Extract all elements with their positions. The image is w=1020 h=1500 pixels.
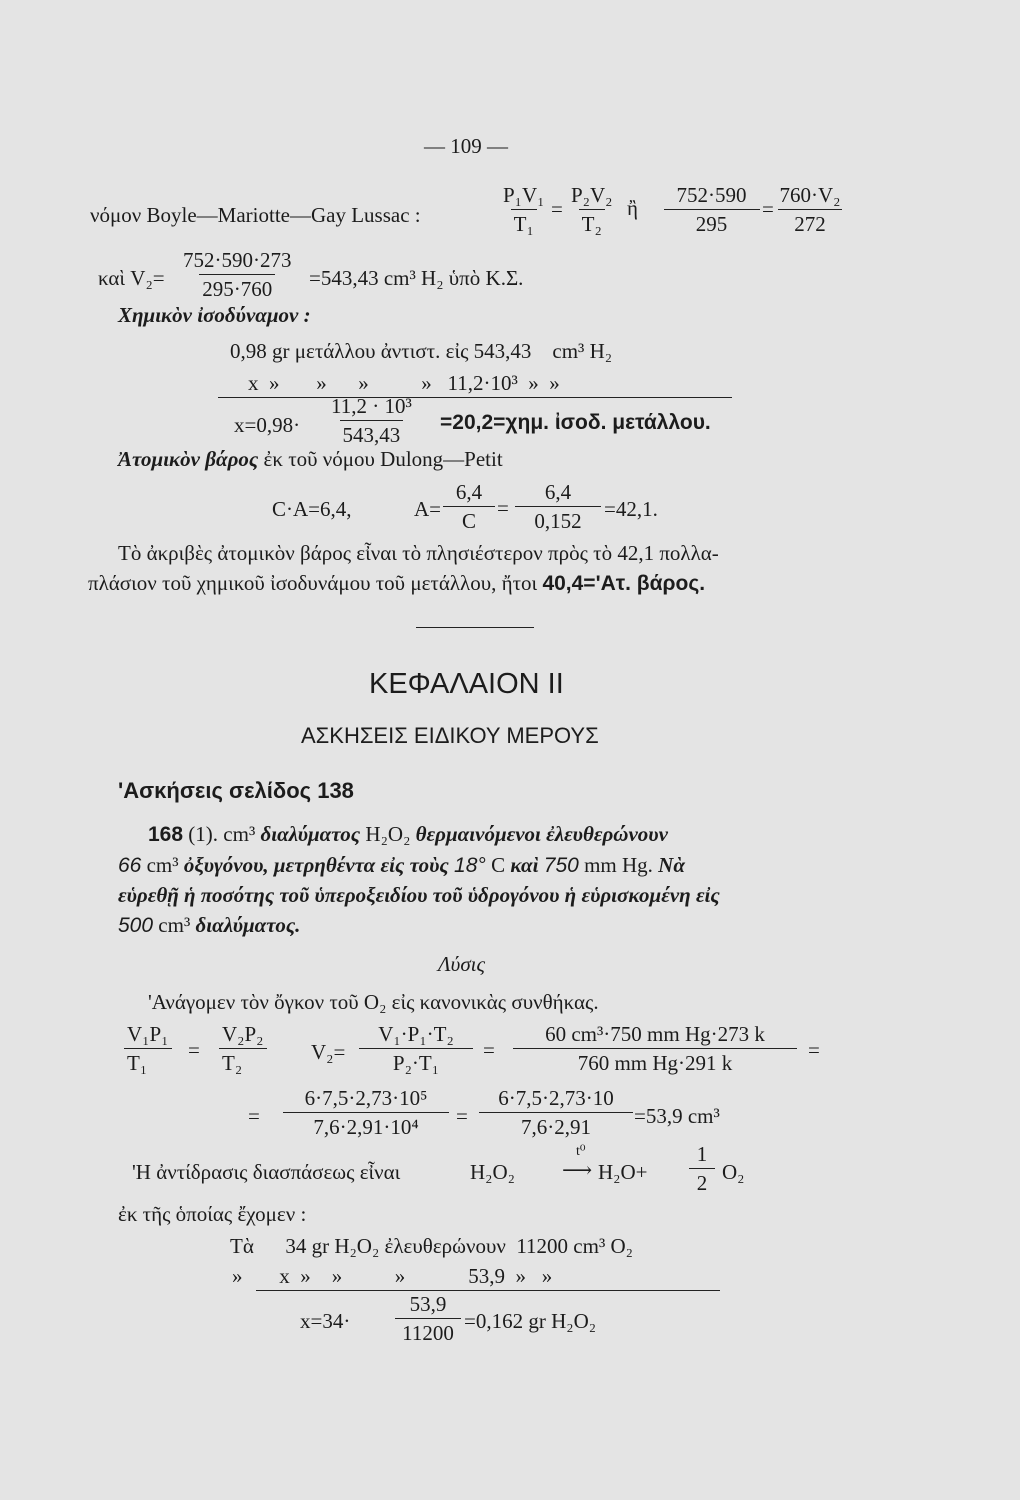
x-left-2: x=34· [300,1309,351,1333]
fraction-6-75-273-10-5: $\frac{\text{6·7,5·2,73·10⁵}}{\text{7,6·2,91·10⁴}}$ [284,1086,448,1139]
reaction-text: 'Η ἀντίδρασις διασπάσεως εἶναι [132,1160,401,1184]
reaction-rhs: O₂ [722,1160,745,1184]
fraction-v2p2-t2: $\frac{\text{V₂P₂}}{\text{T₂}}$ [219,1022,267,1075]
solution-heading: Λύσις [438,952,486,976]
equals-sign-4: = [188,1038,200,1062]
fraction-p1v1-t1: $\frac{\text{P₁V₁}}{\text{T₁}}$ [503,183,545,236]
equals-sign: = [551,197,563,221]
chem-eq-heading: Χημικὸν ἰσοδύναμον : [118,303,311,327]
chem-eq-row2: x » » » » 11,2·10³ » » [248,371,560,395]
atomic-heading-line: Ἀτομικὸν βάρος ἐκ τοῦ νόμου Dulong—Petit [118,447,503,471]
proportion-row-1: Τὰ 34 gr H₂O₂ ἐλευθερώνουν 11200 cm³ O₂ [230,1234,633,1258]
x-left: x=0,98· [234,413,301,437]
atomic-result: =42,1. [604,497,658,521]
equals-sign-2: = [762,197,774,221]
ca-equation: C·A=6,4, [272,497,352,521]
fraction-64-c: $\frac{6,4}{C}$ [444,480,494,533]
fraction-6-75-273-10: $\frac{6\cdot 7,5\cdot 2,73\cdot 10}{7,6\cdot 2,91}$ [480,1086,632,1139]
para-line-1: Τὸ ἀκριβὲς ἀτομικὸν βάρος εἶναι τὸ πλησιέστερον πρὸς τὸ 42,1 πολλα- [118,541,719,565]
v2-result: =543,43 cm³ H₂ ὑπὸ Κ.Σ. [309,266,524,290]
arrow-label: t⁰ [576,1144,586,1159]
equals-sign-5: = [483,1038,495,1062]
equals-sign-6: = [808,1038,820,1062]
equals-sign-3: = [497,496,509,520]
fraction-11-2: $\frac{\text{11,2 · 10³}}{543,43}$ [331,394,412,447]
fraction-p2v2-t2: $\frac{\text{P₂V₂}}{\text{T₂}}$ [571,183,613,236]
fraction-v1p1-t1: $\frac{\text{V₁P₁}}{\text{T₁}}$ [124,1022,172,1075]
fraction-v1p1t2: $\frac{\text{V₁·P₁·T₂}}{\text{P₂·T₁}}$ [360,1022,472,1075]
fraction-760v2: $\frac{\text{760·V₂}}{272}$ [779,183,841,236]
fraction-752-590-273: $\frac{752\cdot 590\cdot 273}{295\cdot 760}$ [183,248,292,301]
equals-sign-7: = [248,1104,260,1128]
short-divider [416,627,534,628]
chem-eq-row1: 0,98 gr μετάλλου ἀντιστ. εἰς 543,43 cm³ H₂ [230,339,613,363]
para-line-2: πλάσιον τοῦ χημικοῦ ἰσοδυνάμου τοῦ μετάλλου, ἤτοι 40,4='Ατ. βάρος. [88,571,706,595]
problem-line-3: εὑρεθῇ ἡ ποσότης τοῦ ὑπεροξειδίου τοῦ ὑδρογόνου ἡ εὑρισκομένη εἰς [118,883,720,907]
page-number: — 109 — [424,134,508,158]
chem-eq-result: =20,2=χημ. ἰσοδ. μετάλλου. [440,411,711,434]
final-result: =0,162 gr H₂O₂ [464,1309,597,1333]
a-equals: A= [414,497,442,521]
chapter-title: ΚΕΦΑΛΑΙΟΝ II [369,668,564,700]
law-text: νόμον Boyle—Mariotte—Gay Lussac : [90,203,421,227]
or-word: ἢ [627,196,638,220]
solution-intro: 'Ανάγομεν τὸν ὄγκον τοῦ O₂ εἰς κανονικὰς συνθήκας. [148,990,599,1014]
problem-line-2: 66 cm³ ὀξυγόνου, μετρηθέντα εἰς τοὺς 18° C καὶ 750 mm Hg. Νὰ [118,853,685,877]
fraction-one-half: $\frac{1}{2}$ [690,1142,714,1195]
proportion-row-2: » x » » » 53,9 » » [232,1264,553,1288]
fraction-60cm3: $\frac{\text{60 cm³·750 mm Hg·273 k}}{\text{760 mm Hg·291 k}}$ [514,1022,796,1075]
reaction-mid: H₂O+ [598,1160,648,1184]
chapter-subtitle: ΑΣΚΗΣΕΙΣ ΕΙΔΙΚΟΥ ΜΕΡΟΥΣ [301,723,599,748]
and-v2: καὶ V₂= [98,266,165,290]
problem-line-1: 168 (1). cm³ διαλύματος H₂O₂ θερμαινόμενοι ἐλευθερώνουν [148,822,668,846]
reaction-lhs: H₂O₂ [470,1160,515,1184]
divider-line-2 [256,1290,720,1291]
fraction-752-590: $\frac{752\cdot 590}{295}$ [664,183,759,236]
v2-equals: V₂= [311,1040,346,1064]
divider-line [218,397,732,398]
section-heading: 'Ασκήσεις σελίδος 138 [118,778,354,803]
fraction-64-0152: $\frac{6,4}{0,152}$ [516,480,600,533]
reaction-arrow: ⟶ [562,1158,593,1182]
problem-line-4: 500 cm³ διαλύματος. [118,913,301,937]
volume-result: =53,9 cm³ [634,1104,720,1128]
equals-sign-8: = [456,1104,468,1128]
fraction-539-11200: $\frac{53,9}{11200}$ [396,1292,460,1345]
from-which: ἐκ τῆς ὁποίας ἔχομεν : [118,1202,307,1226]
